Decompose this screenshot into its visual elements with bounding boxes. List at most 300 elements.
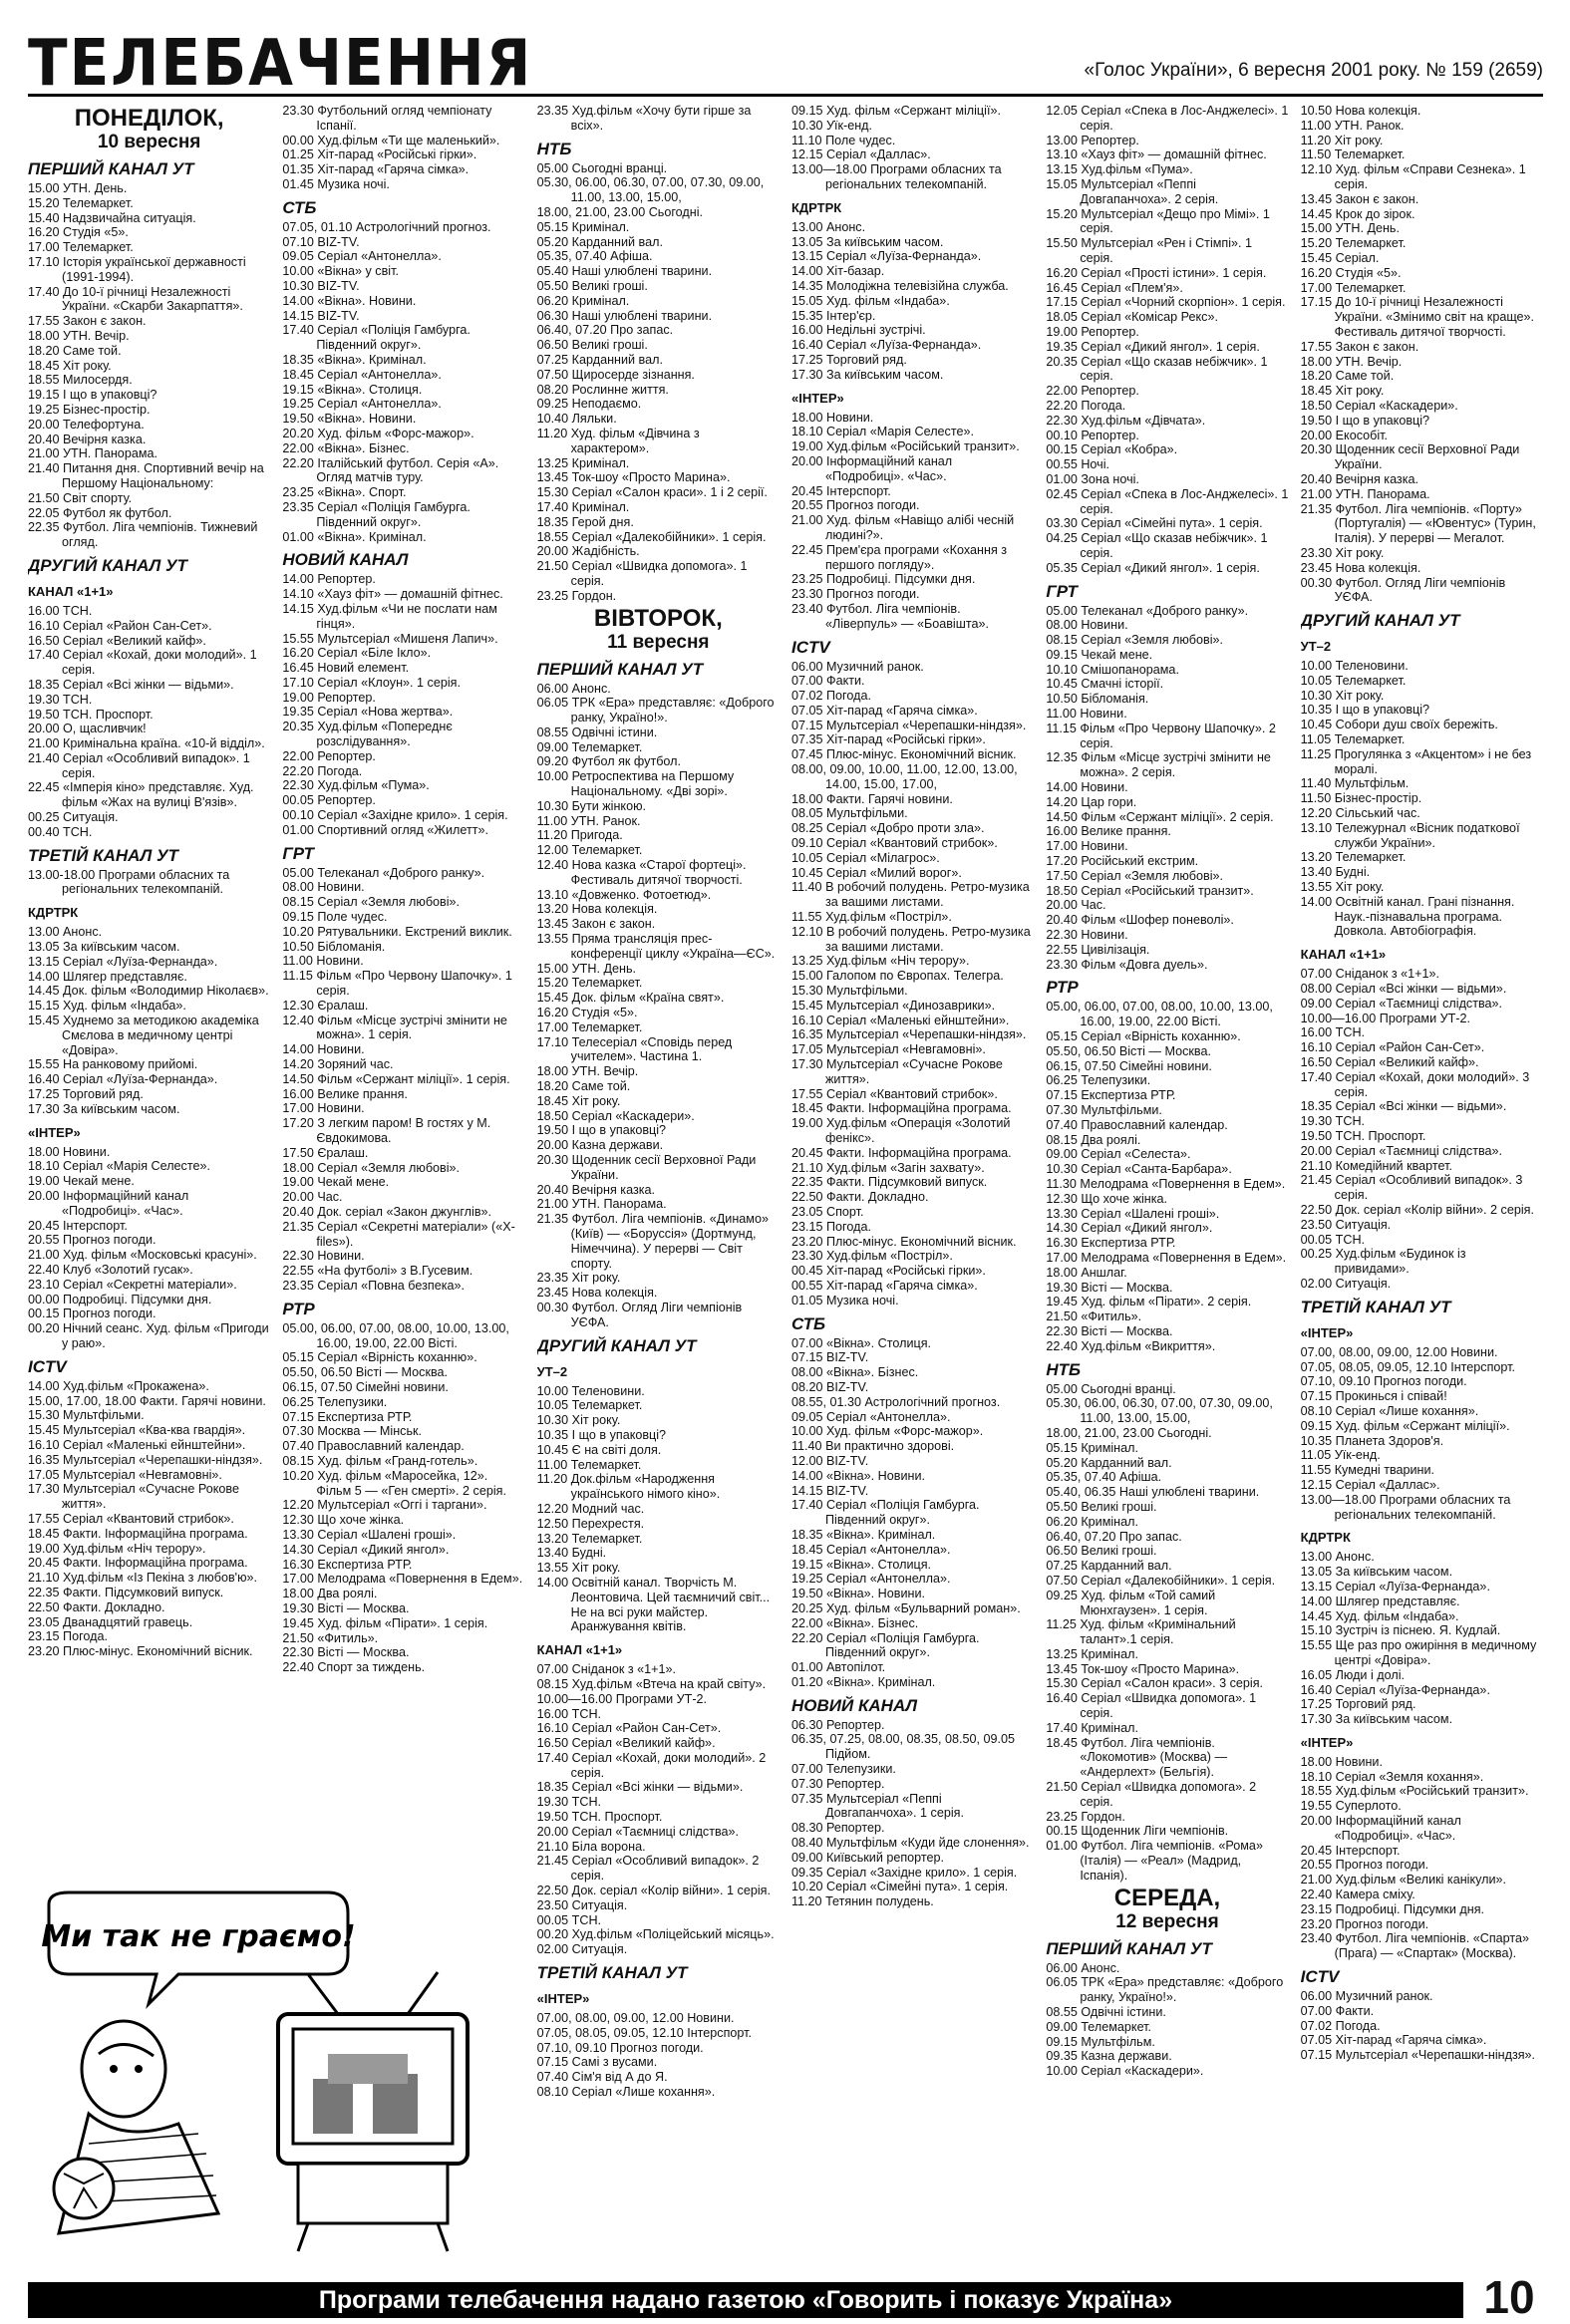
programme-item: 17.00 Телемаркет.	[536, 1019, 643, 1034]
programme-item: 20.00 Жадібність.	[536, 544, 640, 559]
programme-item: 23.10 Серіал «Секретні матеріали».	[28, 1277, 237, 1292]
channel-heading: НОВИЙ КАНАЛ	[790, 1695, 918, 1715]
programme-item: 03.30 Серіал «Сімейні пута». 1 серія.	[1046, 516, 1263, 531]
programme-item: 12.10 В робочий полудень. Ретро-музика за вашими листами.	[790, 924, 1031, 954]
programme-item: 07.40 Сім'я від А до Я.	[536, 2070, 668, 2085]
channel-heading: ГРТ	[1046, 581, 1078, 601]
programme-item: 09.25 Неподаємо.	[536, 397, 642, 412]
programme-item: 23.25 Гордон.	[536, 588, 617, 603]
programme-item: 18.20 Саме той.	[28, 343, 122, 358]
subchannel-heading: КДРТРК	[28, 905, 79, 921]
programme-item: 17.30 За київським часом.	[1300, 1712, 1453, 1727]
programme-item: 21.00 Кримінальна країна. «10-й відділ».	[28, 736, 265, 751]
programme-list	[28, 1379, 270, 1659]
programme-item: 00.10 Репортер.	[1046, 428, 1139, 442]
programme-item: 05.35, 07.40 Афіша.	[536, 249, 653, 264]
programme-list	[537, 1662, 780, 1957]
channel-heading: ПЕРШИЙ КАНАЛ УТ	[1046, 1938, 1212, 1958]
programme-item: 19.30 ТСН.	[28, 692, 93, 707]
programme-item: 23.25 Гордон.	[1046, 1809, 1125, 1824]
programme-item: 11.55 Кумедні тварини.	[1300, 1463, 1435, 1478]
programme-item: 13.55 Хіт року.	[536, 1561, 621, 1576]
programme-item: 05.15 Кримінал.	[1046, 1440, 1138, 1455]
programme-item: 06.00 Музичний ранок.	[790, 659, 924, 674]
programme-item: 19.30 ТСН.	[536, 1795, 602, 1810]
programme-item: 09.15 Худ. фільм «Сержант міліції».	[790, 104, 1001, 118]
programme-item: 09.00 Серіал «Селеста».	[1046, 1147, 1191, 1162]
programme-item: 22.35 Футбол. Ліга чемпіонів. Тижневий огляд.	[28, 520, 258, 550]
programme-list	[1301, 1345, 1543, 1523]
programme-item: 17.00 Новини.	[282, 1101, 365, 1116]
subchannel-heading: КАНАЛ «1+1»	[28, 583, 114, 599]
programme-item: 08.10 Серіал «Лише кохання».	[536, 2085, 716, 2100]
programme-item: 23.20 Плюс-мінус. Економічний вісник.	[28, 1644, 253, 1659]
programme-item: 13.20 Телемаркет.	[536, 1531, 643, 1546]
programme-item: 21.00 УТН. Панорама.	[28, 446, 157, 461]
programme-item: 11.00 Новини.	[282, 954, 364, 969]
programme-item: 12.05 Серіал «Спека в Лос-Анджелесі». 1 серія.	[1046, 104, 1289, 133]
programme-item: 05.00 Сьогодні вранці.	[1046, 1381, 1176, 1396]
subchannel-heading: УТ–2	[1300, 639, 1332, 655]
programme-item: 16.50 Серіал «Великий кайф».	[1300, 1055, 1479, 1070]
programme-item: 16.20 Студія «5».	[1300, 265, 1402, 280]
programme-item: 15.45 Док. фільм «Країна свят».	[536, 991, 725, 1006]
programme-item: 08.30 Репортер.	[790, 1821, 885, 1836]
programme-list	[1046, 1000, 1288, 1353]
programme-item: 16.45 Новий елемент.	[282, 661, 410, 676]
programme-item: 22.55 «На футболі» з В.Гусевим.	[282, 1264, 473, 1279]
programme-list	[791, 411, 1034, 632]
programme-item: 18.05 Серіал «Комісар Рекс».	[1046, 310, 1218, 325]
programme-item: 14.45 Док. фільм «Володимир Ніколаєв».	[28, 984, 269, 999]
programme-item: 15.45 Худнемо за методикою академіка Смєлова в медичному центрі «Довіра».	[28, 1014, 259, 1057]
programme-item: 12.20 Модний час.	[536, 1501, 645, 1516]
programme-item: 15.05 Мультсеріал «Пеппі Довгапанчоха». 2 серія.	[1046, 176, 1219, 206]
programme-item: 20.45 Інтерспорт.	[1300, 1843, 1401, 1858]
programme-item: 07.00 Телепузики.	[790, 1762, 896, 1777]
programme-item: 15.45 Мультсеріал «Ква-ква гвардія».	[28, 1423, 246, 1438]
programme-item: 10.50 Нова колекція.	[1300, 104, 1421, 118]
programme-item: 14.20 Цар гори.	[1046, 794, 1137, 809]
programme-item: 08.10 Серіал «Лише кохання».	[1300, 1403, 1479, 1418]
programme-list	[1046, 1961, 1288, 2079]
programme-item: 18.55 Худ.фільм «Російський транзит».	[1300, 1784, 1529, 1799]
programme-item: 18.45 Хіт року.	[28, 358, 112, 373]
programme-list	[282, 866, 524, 1294]
programme-item: 16.50 Серіал «Великий кайф».	[536, 1736, 716, 1751]
page-title: ТЕЛЕБАЧЕННЯ	[28, 25, 533, 101]
programme-item: 00.20 Нічний сеанс. Худ. фільм «Пригоди у раю».	[28, 1321, 269, 1350]
programme-item: 11.55 Худ.фільм «Постріл».	[790, 910, 952, 925]
programme-item: 12.35 Фільм «Місце зустрічі змінити не можна». 2 серія.	[1046, 750, 1271, 780]
programme-item: 14.00 Шлягер представляє.	[1300, 1594, 1460, 1608]
programme-item: 13.15 Серіал «Луїза-Фернанда».	[790, 249, 982, 264]
channel-heading: ГРТ	[282, 843, 314, 863]
programme-item: 06.20 Кримінал.	[1046, 1514, 1138, 1529]
programme-item: 18.00 Серіал «Земля любові».	[282, 1160, 461, 1175]
programme-item: 17.00 Телемаркет.	[1300, 280, 1407, 295]
programme-item: 16.20 Студія «5».	[28, 225, 129, 240]
programme-item: 13.55 Хіт року.	[1300, 880, 1385, 895]
masthead	[28, 25, 1543, 101]
programme-item: 11.50 Телемаркет.	[1300, 147, 1406, 162]
programme-item: 21.00 УТН. Панорама.	[536, 1197, 667, 1212]
programme-item: 11.40 В робочий полудень. Ретро-музика за вашими листами.	[790, 880, 1030, 910]
programme-item: 10.00 Теленовини.	[1300, 659, 1409, 674]
programme-item: 17.00 Телемаркет.	[28, 240, 134, 255]
programme-item: 15.00 УТН. День.	[1300, 221, 1400, 236]
programme-item: 14.15 BIZ-TV.	[282, 308, 360, 323]
programme-item: 23.35 Худ.фільм «Хочу бути гірше за всіх».	[536, 104, 752, 133]
programme-item: 07.15 Експертиза РТР.	[282, 1409, 413, 1424]
programme-item: 19.25 Серіал «Антонелла».	[282, 397, 442, 412]
channel-heading: СТБ	[790, 1313, 826, 1333]
programme-item: 18.00 УТН. Вечір.	[1300, 354, 1403, 369]
programme-item: 05.50 Великі гроші.	[1046, 1499, 1157, 1514]
programme-item: 14.20 Зоряний час.	[282, 1057, 394, 1072]
programme-item: 21.10 Комедійний квартет.	[1300, 1158, 1452, 1173]
programme-item: 13.30 Серіал «Шалені гроші».	[1046, 1206, 1220, 1221]
programme-item: 06.50 Великі гроші.	[536, 338, 648, 353]
programme-item: 17.20 Російський екстрим.	[1046, 854, 1199, 869]
programme-item: 07.15 BIZ-TV.	[790, 1350, 869, 1365]
programme-item: 20.55 Прогноз погоди.	[790, 498, 920, 513]
programme-item: 16.00 ТСН.	[536, 1706, 602, 1721]
programme-item: 16.10 Серіал «Маленькі ейнштейни».	[790, 1013, 1010, 1027]
programme-item: 13.10 «Хауз фіт» — домашній фітнес.	[1046, 147, 1267, 162]
programme-item: 20.40 Вечірня казка.	[536, 1182, 656, 1197]
programme-item: 20.00 Серіал «Таємниці слідства».	[536, 1824, 740, 1839]
channel-heading: НТБ	[536, 139, 572, 158]
programme-item: 10.05 Телемаркет.	[1300, 673, 1407, 688]
programme-item: 20.45 Інтерспорт.	[790, 483, 891, 498]
programme-item: 13.15 Худ.фільм «Пума».	[1046, 162, 1193, 177]
programme-item: 22.30 Худ.фільм «Дівчата».	[1046, 413, 1206, 428]
programme-item: 20.00 Інформаційний канал «Подробиці». «Час».	[1300, 1814, 1461, 1843]
programme-item: 14.00 Новини.	[282, 1042, 365, 1057]
programme-item: 21.45 Серіал «Особливий випадок». 3 серія.	[1300, 1173, 1523, 1203]
programme-item: 19.50 ТСН. Проспорт.	[536, 1810, 663, 1825]
channel-heading: ICTV	[790, 637, 830, 657]
programme-item: 18.50 Серіал «Каскадери».	[536, 1108, 695, 1123]
programme-list	[28, 868, 270, 898]
programme-item: 15.45 Мультсеріал «Динозаврики».	[790, 998, 996, 1013]
programme-list	[282, 1321, 524, 1675]
programme-item: 19.50 І що в упаковці?	[1300, 413, 1430, 428]
programme-item: 17.50 Серіал «Земля любові».	[1046, 868, 1224, 883]
programme-item: 21.40 Серіал «Особливий випадок». 1 серія.	[28, 750, 250, 780]
programme-item: 19.45 Худ. фільм «Пірати». 2 серія.	[1046, 1295, 1252, 1309]
programme-item: 10.20 Серіал «Сімейні пута». 1 серія.	[790, 1880, 1009, 1894]
programme-item: 13.05 За київським часом.	[790, 234, 944, 249]
programme-item: 16.00 Велике прання.	[1046, 824, 1171, 839]
programme-item: 07.05, 08.05, 09.05, 12.10 Інтерспорт.	[536, 2025, 753, 2040]
programme-item: 23.35 Хіт року.	[536, 1271, 621, 1286]
programme-item: 17.30 За київським часом.	[790, 367, 944, 382]
programme-list	[1046, 1382, 1288, 1884]
programme-item: 18.45 Факти. Інформаційна програма.	[790, 1101, 1012, 1116]
programme-item: 17.05 Мультсеріал «Невгамовні».	[28, 1467, 222, 1482]
programme-item: 09.15 Мультфільм.	[1046, 2034, 1155, 2049]
programme-item: 17.00 Мелодрама «Повернення в Едем».	[1046, 1250, 1287, 1265]
programme-item: 19.25 Бізнес-простір.	[28, 402, 151, 417]
programme-item: 23.30 Прогноз погоди.	[790, 587, 920, 602]
day-heading	[1046, 1886, 1288, 1933]
programme-item: 00.55 Хіт-парад «Гаряча сімка».	[790, 1278, 978, 1293]
programme-item: 09.15 Поле чудес.	[282, 910, 388, 925]
subchannel-heading: «ІНТЕР»	[1300, 1324, 1354, 1340]
programme-item: 13.00 Репортер.	[1046, 133, 1139, 147]
programme-list	[28, 1145, 270, 1351]
programme-item: 10.35 І що в упаковці?	[536, 1427, 667, 1442]
programme-item: 18.45 Хіт року.	[1300, 384, 1385, 399]
programme-item: 16.00 ТСН.	[28, 603, 93, 618]
programme-item: 14.50 Фільм «Сержант міліції». 2 серія.	[1046, 809, 1274, 824]
programme-item: 22.00 Репортер.	[1046, 384, 1139, 399]
programme-item: 11.25 Худ. фільм «Кримінальний талант».1 серія.	[1046, 1617, 1236, 1647]
programme-item: 18.00 Два роялі.	[282, 1587, 378, 1601]
programme-item: 10.30 Бути жінкою.	[536, 798, 647, 813]
programme-item: 21.00 Худ. фільм «Навіщо алібі чесній людині?».	[790, 513, 1015, 542]
programme-item: 04.25 Серіал «Що сказав небіжчик». 1 серія.	[1046, 531, 1268, 560]
programme-item: 23.50 Ситуація.	[536, 1897, 628, 1912]
programme-item: 17.30 За київським часом.	[28, 1101, 180, 1116]
programme-item: 12.30 Що хоче жінка.	[282, 1513, 405, 1528]
programme-item: 17.25 Торговий ряд.	[790, 352, 907, 367]
column-4	[791, 104, 1034, 2276]
programme-item: 11.00 Новини.	[1046, 707, 1127, 722]
programme-item: 07.05 Хіт-парад «Гаряча сімка».	[1300, 2033, 1487, 2048]
programme-item: 23.30 Худ.фільм «Постріл».	[790, 1249, 953, 1264]
programme-item: 22.35 Факти. Підсумковий випуск.	[790, 1175, 988, 1190]
programme-item: 12.30 Єралаш.	[282, 998, 369, 1013]
programme-item: 00.20 Худ.фільм «Поліцейський місяць».	[536, 1927, 775, 1942]
programme-item: 11.15 Фільм «Про Червону Шапочку». 1 серія.	[282, 969, 512, 999]
programme-item: 19.00 Худ.фільм «Ніч терору».	[28, 1541, 206, 1556]
programme-item: 19.00 Худ.фільм «Російський транзит».	[790, 439, 1020, 454]
programme-item: 23.05 Дванадцятий гравець.	[28, 1614, 193, 1629]
programme-item: 09.05 Серіал «Антонелла».	[282, 249, 442, 264]
programme-item: 07.00 Сніданок з «1+1».	[536, 1662, 676, 1677]
programme-item: 11.00 УТН. Ранок.	[1300, 118, 1405, 133]
programme-item: 07.00, 08.00, 09.00, 12.00 Новини.	[1300, 1344, 1498, 1359]
programme-item: 22.45 «Імперія кіно» представляє. Худ. фільм «Жах на вулиці В'язів».	[28, 780, 254, 810]
programme-item: 15.55 Мультсеріал «Мишеня Лапич».	[282, 631, 498, 646]
programme-item: 22.00 «Вікна». Бізнес.	[790, 1615, 919, 1630]
programme-item: 11.50 Бізнес-простір.	[1300, 791, 1422, 806]
programme-item: 10.05 Телемаркет.	[536, 1398, 643, 1413]
programme-item: 20.00 О, щасливчик!	[28, 722, 147, 736]
programme-item: 10.45 Смачні історії.	[1046, 677, 1164, 692]
programme-item: 07.05, 08.05, 09.05, 12.10 Інтерспорт.	[1300, 1359, 1516, 1374]
channel-heading: ПЕРШИЙ КАНАЛ УТ	[536, 659, 704, 679]
programme-list	[1046, 604, 1288, 973]
programme-item: 01.00 Автопілот.	[790, 1660, 886, 1675]
programme-item: 05.30, 06.00, 06.30, 07.00, 07.30, 09.00, 11.00, 13.00, 15.00,	[536, 175, 765, 205]
day-name: ВІВТОРОК,	[593, 604, 723, 632]
programme-item: 01.00 «Вікна». Кримінал.	[282, 529, 427, 544]
programme-item: 08.05 Мультфільми.	[790, 806, 908, 821]
programme-item: 15.20 Телемаркет.	[536, 976, 643, 991]
programme-item: 15.30 Мультфільми.	[790, 984, 908, 999]
programme-item: 00.25 Ситуація.	[28, 810, 119, 825]
programme-item: 17.05 Мультсеріал «Невгамовні».	[790, 1042, 986, 1057]
programme-item: 22.30 Новини.	[1046, 928, 1128, 943]
programme-item: 12.40 Нова казка «Старої фортеці». Фестиваль дитячої творчості.	[536, 858, 747, 887]
programme-item: 22.35 Факти. Підсумковий випуск.	[28, 1585, 224, 1599]
programme-item: 07.02 Погода.	[790, 689, 871, 704]
programme-item: 20.35 Серіал «Що сказав небіжчик». 1 серія.	[1046, 354, 1268, 384]
programme-list	[1301, 1989, 1543, 2063]
programme-item: 22.20 Погода.	[282, 763, 363, 778]
programme-item: 18.10 Серіал «Марія Селесте».	[790, 425, 974, 439]
programme-item: 08.20 Рослинне життя.	[536, 382, 669, 397]
programme-item: 11.00 Телемаркет.	[536, 1457, 642, 1472]
programme-item: 22.00 «Вікна». Бізнес.	[282, 440, 410, 455]
programme-list	[537, 1384, 780, 1635]
programme-item: 07.25 Карданний вал.	[536, 352, 663, 367]
programme-item: 22.50 Факти. Докладно.	[28, 1599, 165, 1614]
programme-item: 05.00 Телеканал «Доброго ранку».	[282, 865, 485, 880]
programme-item: 22.55 Цивілізація.	[1046, 942, 1150, 957]
programme-item: 08.00 Новини.	[1046, 618, 1128, 633]
programme-item: 16.05 Люди і долі.	[1300, 1667, 1405, 1682]
programme-item: 00.00 Худ.фільм «Ти ще маленький».	[282, 133, 500, 147]
programme-item: 21.45 Серіал «Особливий випадок». 2 серія.	[536, 1854, 760, 1884]
programme-item: 19.35 Серіал «Нова жертва».	[282, 705, 454, 720]
day-heading	[28, 106, 270, 153]
programme-list	[1301, 967, 1543, 1292]
programme-item: 00.55 Ночі.	[1046, 457, 1110, 472]
programme-list	[537, 161, 780, 604]
programme-item: 16.00 ТСН.	[1300, 1025, 1366, 1040]
programme-item: 14.00 Освітній канал. Творчість М. Леонтовича. Цей таємничий світ... Не на всі руки майстер. Аранжування квітів.	[536, 1575, 771, 1634]
programme-item: 17.50 Єралаш.	[282, 1145, 369, 1160]
programme-item: 06.30 Репортер.	[790, 1717, 885, 1732]
programme-item: 19.00 Репортер.	[282, 690, 376, 705]
programme-list	[28, 181, 270, 550]
programme-item: 12.40 Фільм «Місце зустрічі змінити не можна». 1 серія.	[282, 1013, 507, 1042]
programme-item: 17.40 Серіал «Кохай, доки молодий». 3 серія.	[1300, 1069, 1530, 1099]
programme-item: 00.30 Футбол. Огляд Ліги чемпіонів УЄФА.	[536, 1300, 743, 1329]
programme-item: 17.30 Мультсеріал «Сучасне Рокове життя».	[790, 1057, 1003, 1086]
programme-item: 20.00 Серіал «Таємниці слідства».	[1300, 1143, 1503, 1158]
programme-item: 00.25 Худ.фільм «Будинок із привидами».	[1300, 1247, 1466, 1277]
programme-item: 19.50 ТСН. Проспорт.	[28, 707, 154, 722]
programme-item: 14.00 Репортер.	[282, 572, 376, 587]
programme-item: 07.25 Карданний вал.	[1046, 1559, 1172, 1574]
programme-item: 21.50 «Фитиль».	[1046, 1309, 1142, 1324]
programme-item: 11.40 Мультфільм.	[1300, 776, 1410, 791]
programme-item: 20.40 Вечірня казка.	[28, 432, 147, 446]
programme-item: 19.50 «Вікна». Новини.	[282, 412, 417, 427]
programme-item: 11.05 Телемаркет.	[1300, 732, 1406, 747]
programme-item: 10.35 І що в упаковці?	[1300, 703, 1430, 718]
programme-item: 16.50 Серіал «Великий кайф».	[28, 633, 206, 648]
programme-item: 07.10, 09.10 Прогноз погоди.	[536, 2040, 704, 2055]
programme-item: 13.15 Серіал «Луїза-Фернанда».	[28, 954, 218, 969]
programme-item: 19.00 Репортер.	[1046, 324, 1139, 339]
programme-item: 07.35 Мультсеріал «Пеппі Довгапанчоха». 1 серія.	[790, 1791, 964, 1821]
column-6	[1301, 104, 1543, 2276]
programme-item: 22.30 Вісті — Москва.	[1046, 1323, 1173, 1338]
programme-item: 05.00, 06.00, 07.00, 08.00, 10.00, 13.00, 16.00, 19.00, 22.00 Вісті.	[1046, 1000, 1273, 1029]
programme-item: 10.40 Ляльки.	[536, 412, 617, 427]
programme-item: 16.10 Серіал «Район Сан-Сет».	[28, 618, 212, 633]
programme-item: 10.50 Бібломанія.	[1046, 692, 1149, 707]
programme-item: 14.30 Серіал «Дикий янгол».	[282, 1542, 450, 1557]
programme-item: 10.30 Уїк-енд.	[790, 118, 873, 133]
programme-item: 18.35 «Вікна». Кримінал.	[282, 352, 427, 367]
programme-item: 11.20 Док.фільм «Народження українського німого кіно».	[536, 1472, 721, 1502]
programme-item: 14.30 Серіал «Дикий янгол».	[1046, 1221, 1213, 1236]
programme-item: 20.40 Фільм «Шофер поневолі».	[1046, 913, 1234, 928]
programme-item: 11.30 Мелодрама «Повернення в Едем».	[1046, 1176, 1286, 1191]
programme-item: 01.25 Хіт-парад «Російські гірки».	[282, 147, 477, 162]
programme-item: 17.15 До 10-ї річниці Незалежності України. «Змінимо світ на краще». Фестиваль дитячої творчості.	[1300, 295, 1535, 339]
programme-item: 09.25 Худ. фільм «Той самий Мюнхгаузен». 1 серія.	[1046, 1588, 1216, 1617]
programme-item: 02.45 Серіал «Спека в Лос-Анджелесі». 1 серія.	[1046, 486, 1289, 516]
issue-info: «Голос України», 6 вересня 2001 року. № 159 (2659)	[1084, 60, 1543, 81]
programme-item: 10.50 Бібломанія.	[282, 939, 386, 954]
programme-item: 21.40 Питання дня. Спортивний вечір на Першому Національному:	[28, 461, 264, 490]
programme-item: 13.00-18.00 Програми обласних та регіональних телекомпаній.	[28, 867, 230, 897]
programme-item: 14.10 «Хауз фіт» — домашній фітнес.	[282, 587, 503, 602]
programme-item: 15.00 УТН. День.	[28, 181, 128, 195]
programme-item: 17.00 Новини.	[1046, 839, 1128, 854]
programme-item: 17.40 Кримінал.	[1046, 1720, 1138, 1735]
programme-item: 08.25 Серіал «Добро проти зла».	[790, 821, 985, 836]
programme-item: 23.05 Спорт.	[790, 1204, 864, 1219]
programme-item: 06.05 ТРК «Ера» представляє: «Доброго ранку, Україно!».	[536, 696, 775, 726]
programme-item: 08.15 Худ. фільм «Гранд-готель».	[282, 1453, 478, 1468]
channel-heading: РТР	[1046, 978, 1079, 998]
programme-item: 20.30 Щоденник сесії Верховної Ради України.	[536, 1153, 757, 1182]
subchannel-heading: «ІНТЕР»	[790, 390, 844, 406]
programme-item: 23.45 Нова колекція.	[1300, 560, 1421, 575]
programme-item: 10.20 Худ. фільм «Маросейка, 12». Фільм 5 — «Ген смерті». 2 серія.	[282, 1468, 506, 1498]
programme-item: 18.10 Серіал «Земля кохання».	[1300, 1769, 1484, 1784]
programme-item: 10.30 BIZ-TV.	[282, 278, 360, 293]
programme-item: 07.45 Плюс-мінус. Економічний вісник.	[790, 747, 1017, 762]
programme-item: 07.35 Хіт-парад «Російські гірки».	[790, 732, 986, 747]
programme-item: 00.10 Серіал «Західне крило». 1 серія.	[282, 808, 508, 823]
programme-item: 18.35 Серіал «Всі жінки — відьми».	[1300, 1099, 1507, 1114]
programme-item: 01.00 Зона ночі.	[1046, 471, 1139, 486]
programme-item: 09.10 Серіал «Квантовий стрибок».	[790, 836, 998, 851]
programme-item: 08.55 Одвічні істини.	[1046, 2005, 1166, 2020]
programme-item: 13.10 «Довженко. Фотоетюд».	[536, 887, 712, 902]
day-date: 12 вересня	[1115, 1910, 1219, 1932]
programme-item: 20.35 Худ.фільм «Попереднє розслідування».	[282, 720, 453, 749]
programme-item: 02.00 Ситуація.	[1300, 1276, 1392, 1291]
programme-item: 14.00 Новини.	[1046, 780, 1128, 795]
programme-item: 19.55 Суперлото.	[1300, 1799, 1402, 1814]
programme-item: 15.15 Худ. фільм «Індаба».	[28, 999, 186, 1014]
programme-item: 13.45 Ток-шоу «Просто Марина».	[536, 470, 731, 485]
programme-item: 17.10 Історія української державності (1991-1994).	[28, 254, 246, 284]
programme-item: 16.30 Експертиза РТР.	[282, 1557, 413, 1572]
subchannel-heading: КДРТРК	[1300, 1530, 1351, 1546]
programme-item: 08.55 Одвічні істини.	[536, 725, 658, 739]
programme-item: 09.00 Серіал «Таємниці слідства».	[1300, 996, 1503, 1011]
programme-item: 12.50 Перехрестя.	[536, 1516, 645, 1531]
programme-item: 08.00 «Вікна». Бізнес.	[790, 1365, 919, 1380]
programme-item: 18.45 Футбол. Ліга чемпіонів. «Локомотив» (Москва) — «Андерлехт» (Бельгія).	[1046, 1735, 1228, 1780]
programme-item: 10.45 Серіал «Милий ворог».	[790, 865, 962, 880]
programme-list	[1301, 659, 1543, 939]
programme-item: 07.15 Експертиза РТР.	[1046, 1088, 1176, 1103]
